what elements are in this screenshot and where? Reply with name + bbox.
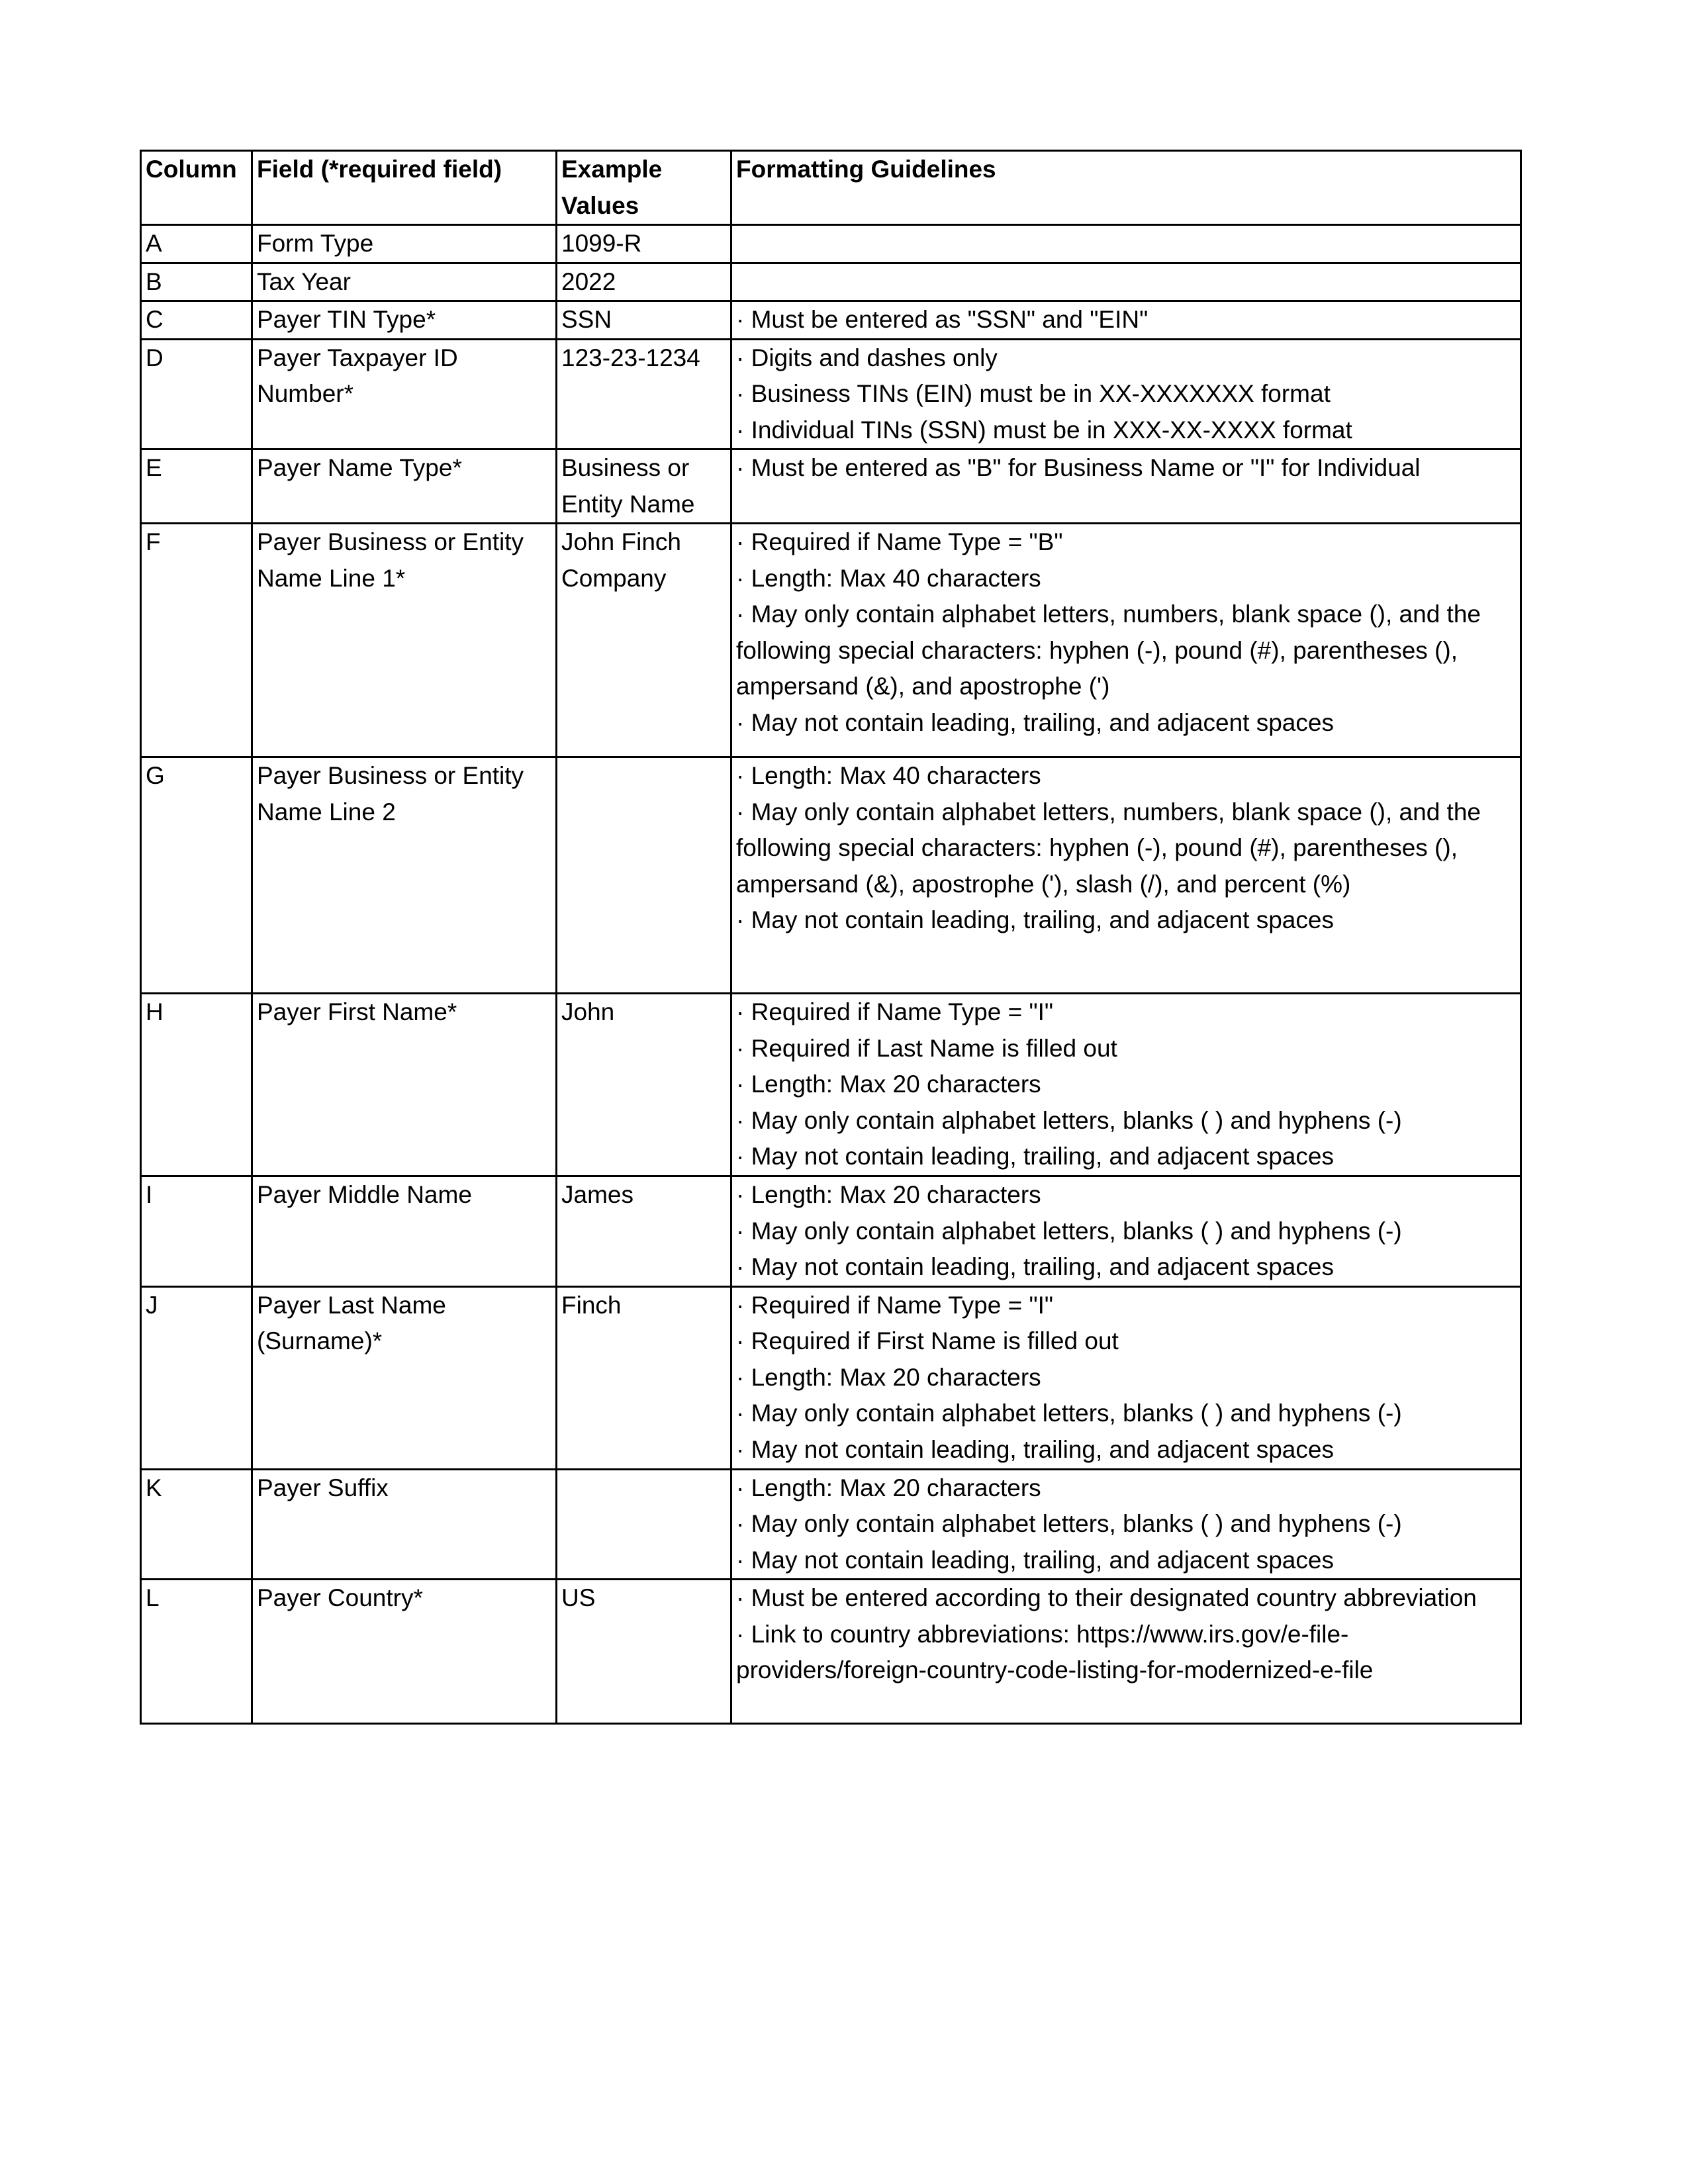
column-cell: J: [141, 1286, 252, 1469]
table-row: [141, 757, 1521, 994]
specification-sheet: [140, 150, 1522, 1725]
column-cell: A: [141, 225, 252, 263]
example-value-cell: US: [557, 1580, 731, 1724]
formatting-guidelines-cell: [731, 1580, 1521, 1724]
guideline-item: · Length: Max 20 characters: [736, 1474, 1041, 1501]
table-row: [141, 1469, 1521, 1580]
field-cell: Payer TIN Type*: [252, 301, 557, 340]
formatting-guidelines-cell: [731, 994, 1521, 1176]
table-row: [141, 339, 1521, 450]
guideline-item: · May only contain alphabet letters, numbers, blank space (), and the following special characters: hyphen (-), pound (#), parentheses (), ampersand (&), apostrophe ('), slash (/), and percent (%): [736, 798, 1481, 898]
guideline-item: · Business TINs (EIN) must be in XX-XXXXXXX format: [736, 380, 1331, 407]
formatting-guidelines-cell: [731, 450, 1521, 524]
guideline-item: · Must be entered as "SSN" and "EIN": [736, 306, 1149, 333]
table-row: [141, 524, 1521, 757]
field-cell: Payer Business or Entity Name Line 1*: [252, 524, 557, 757]
column-cell: C: [141, 301, 252, 340]
column-cell: B: [141, 263, 252, 301]
field-cell: Form Type: [252, 225, 557, 263]
table-row: [141, 225, 1521, 263]
example-value-cell: James: [557, 1176, 731, 1287]
header-formatting-guidelines: Formatting Guidelines: [731, 151, 1521, 225]
guideline-item: · Must be entered as "B" for Business Name or "I" for Individual: [736, 454, 1421, 481]
example-value-cell: SSN: [557, 301, 731, 340]
table-row: [141, 1286, 1521, 1469]
guideline-item: · Individual TINs (SSN) must be in XXX-XX-XXXX format: [736, 416, 1352, 444]
guideline-item: · Length: Max 40 characters: [736, 762, 1041, 789]
field-cell: Payer Taxpayer ID Number*: [252, 339, 557, 450]
field-cell: Payer Country*: [252, 1580, 557, 1724]
example-value-cell: John: [557, 994, 731, 1176]
example-value-cell: [557, 1469, 731, 1580]
table-row: [141, 301, 1521, 340]
guideline-item: · Must be entered according to their designated country abbreviation: [736, 1584, 1477, 1611]
guideline-item: · Length: Max 20 characters: [736, 1070, 1041, 1098]
example-value-cell: 1099-R: [557, 225, 731, 263]
example-value-cell: [557, 757, 731, 994]
column-cell: E: [141, 450, 252, 524]
guideline-item: · Link to country abbreviations: https://www.irs.gov/e-file-providers/foreign-country-code-listing-for-modernized-e-file: [736, 1620, 1374, 1684]
formatting-guidelines-cell: [731, 1176, 1521, 1287]
field-cell: Payer Middle Name: [252, 1176, 557, 1287]
field-cell: Payer First Name*: [252, 994, 557, 1176]
guideline-item: · Required if Name Type = "I": [736, 998, 1054, 1025]
column-cell: K: [141, 1469, 252, 1580]
column-cell: I: [141, 1176, 252, 1287]
example-value-cell: Business or Entity Name: [557, 450, 731, 524]
formatting-guidelines-cell: [731, 263, 1521, 301]
guideline-item: · Length: Max 40 characters: [736, 564, 1041, 592]
field-cell: Payer Business or Entity Name Line 2: [252, 757, 557, 994]
guideline-item: · May not contain leading, trailing, and adjacent spaces: [736, 906, 1334, 933]
table-row: [141, 450, 1521, 524]
table-row: [141, 263, 1521, 301]
example-value-cell: John Finch Company: [557, 524, 731, 757]
guideline-item: · May only contain alphabet letters, blanks ( ) and hyphens (-): [736, 1510, 1402, 1537]
guideline-item: · Required if Last Name is filled out: [736, 1034, 1117, 1062]
table-row: [141, 994, 1521, 1176]
column-cell: D: [141, 339, 252, 450]
guideline-item: · Digits and dashes only: [736, 344, 998, 371]
guideline-item: · May not contain leading, trailing, and adjacent spaces: [736, 1435, 1334, 1463]
field-cell: Payer Suffix: [252, 1469, 557, 1580]
formatting-guidelines-cell: [731, 225, 1521, 263]
guideline-item: · May not contain leading, trailing, and adjacent spaces: [736, 1253, 1334, 1280]
guideline-item: · May only contain alphabet letters, blanks ( ) and hyphens (-): [736, 1400, 1402, 1427]
guideline-item: · May only contain alphabet letters, blanks ( ) and hyphens (-): [736, 1217, 1402, 1245]
table-row: [141, 1176, 1521, 1287]
formatting-guidelines-cell: [731, 1469, 1521, 1580]
guideline-item: · May only contain alphabet letters, blanks ( ) and hyphens (-): [736, 1106, 1402, 1134]
guideline-item: · May only contain alphabet letters, numbers, blank space (), and the following special characters: hyphen (-), pound (#), parentheses (), ampersand (&), and apostrophe ('): [736, 600, 1481, 700]
guideline-item: · Required if Name Type = "I": [736, 1291, 1054, 1319]
column-cell: G: [141, 757, 252, 994]
guideline-item: · Length: Max 20 characters: [736, 1181, 1041, 1208]
header-row: [141, 151, 1521, 225]
guideline-item: · Required if Name Type = "B": [736, 528, 1063, 555]
formatting-guidelines-cell: [731, 1286, 1521, 1469]
example-value-cell: 2022: [557, 263, 731, 301]
column-cell: L: [141, 1580, 252, 1724]
guideline-item: · May not contain leading, trailing, and adjacent spaces: [736, 1546, 1334, 1574]
example-value-cell: 123-23-1234: [557, 339, 731, 450]
header-column: Column: [141, 151, 252, 225]
field-cell: Payer Name Type*: [252, 450, 557, 524]
guideline-item: · May not contain leading, trailing, and adjacent spaces: [736, 708, 1334, 736]
field-cell: Payer Last Name (Surname)*: [252, 1286, 557, 1469]
formatting-guidelines-cell: [731, 757, 1521, 994]
table-body: [141, 225, 1521, 1724]
field-cell: Tax Year: [252, 263, 557, 301]
table-row: [141, 1580, 1521, 1724]
guideline-item: · Required if First Name is filled out: [736, 1327, 1119, 1354]
column-cell: H: [141, 994, 252, 1176]
guideline-item: · Length: Max 20 characters: [736, 1363, 1041, 1391]
column-cell: F: [141, 524, 252, 757]
header-field: Field (*required field): [252, 151, 557, 225]
field-format-table: [140, 150, 1522, 1725]
example-value-cell: Finch: [557, 1286, 731, 1469]
guideline-item: · May not contain leading, trailing, and adjacent spaces: [736, 1143, 1334, 1170]
formatting-guidelines-cell: [731, 339, 1521, 450]
formatting-guidelines-cell: [731, 301, 1521, 340]
formatting-guidelines-cell: [731, 524, 1521, 757]
header-example-values: Example Values: [557, 151, 731, 225]
